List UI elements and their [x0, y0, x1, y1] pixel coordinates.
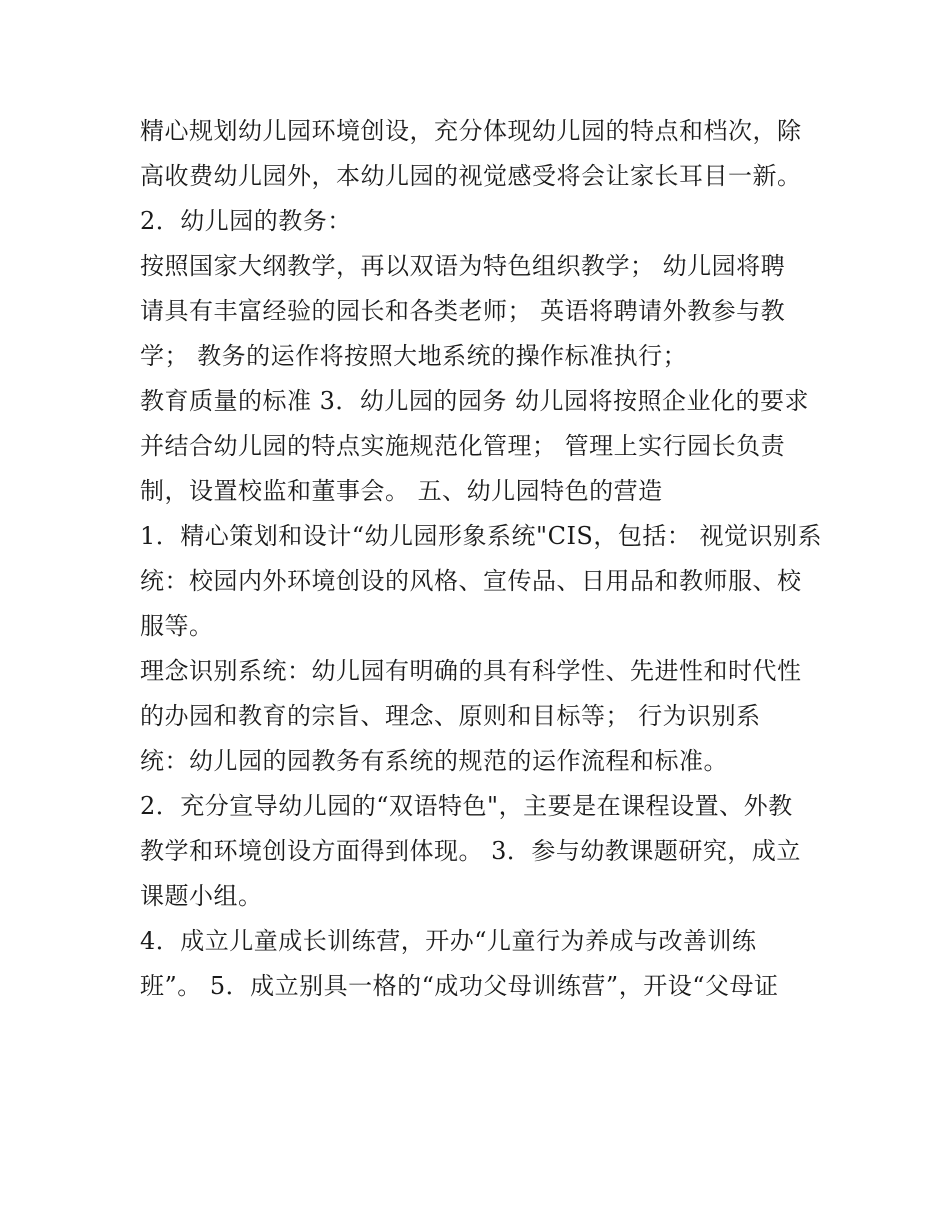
text-line: 统：校园内外环境创设的风格、宣传品、日用品和教师服、校: [140, 567, 802, 595]
text-line: 统：幼儿园的园教务有系统的规范的运作流程和标准。: [140, 747, 728, 775]
text-line: 精心规划幼儿园环境创设，充分体现幼儿园的特点和档次，除: [140, 117, 802, 145]
document-body: [140, 111, 820, 1011]
text-line: 1．精心策划和设计“幼儿园形象系统"CIS，包括： 视觉识别系: [140, 522, 822, 550]
text-line: 请具有丰富经验的园长和各类老师； 英语将聘请外教参与教: [140, 297, 786, 325]
text-line: 的办园和教育的宗旨、理念、原则和目标等； 行为识别系: [140, 702, 761, 730]
section-heading: 2．幼儿园的教务：: [140, 207, 352, 235]
text-line: 班”。 5．成立别具一格的“成功父母训练营”，开设“父母证: [140, 972, 779, 1000]
text-line: 并结合幼儿园的特点实施规范化管理； 管理上实行园长负责: [140, 432, 786, 460]
text-line: 学； 教务的运作将按照大地系统的操作标准执行；: [140, 342, 688, 370]
text-line: 高收费幼儿园外，本幼儿园的视觉感受将会让家长耳目一新。: [140, 162, 802, 190]
text-line: 4．成立儿童成长训练营，开办“儿童行为养成与改善训练: [140, 927, 757, 955]
text-line: 课题小组。: [140, 882, 263, 910]
text-line: 教育质量的标准 3．幼儿园的园务 幼儿园将按照企业化的要求: [140, 387, 810, 415]
text-line: 制，设置校监和董事会。 五、幼儿园特色的营造: [140, 477, 663, 505]
text-line: 理念识别系统：幼儿园有明确的具有科学性、先进性和时代性: [140, 657, 802, 685]
text-line: 2．充分宣导幼儿园的“双语特色"，主要是在课程设置、外教: [140, 792, 793, 820]
text-line: 按照国家大纲教学，再以双语为特色组织教学； 幼儿园将聘: [140, 252, 786, 280]
text-line: 服等。: [140, 612, 214, 640]
text-line: 教学和环境创设方面得到体现。 3．参与幼教课题研究，成立: [140, 837, 801, 865]
